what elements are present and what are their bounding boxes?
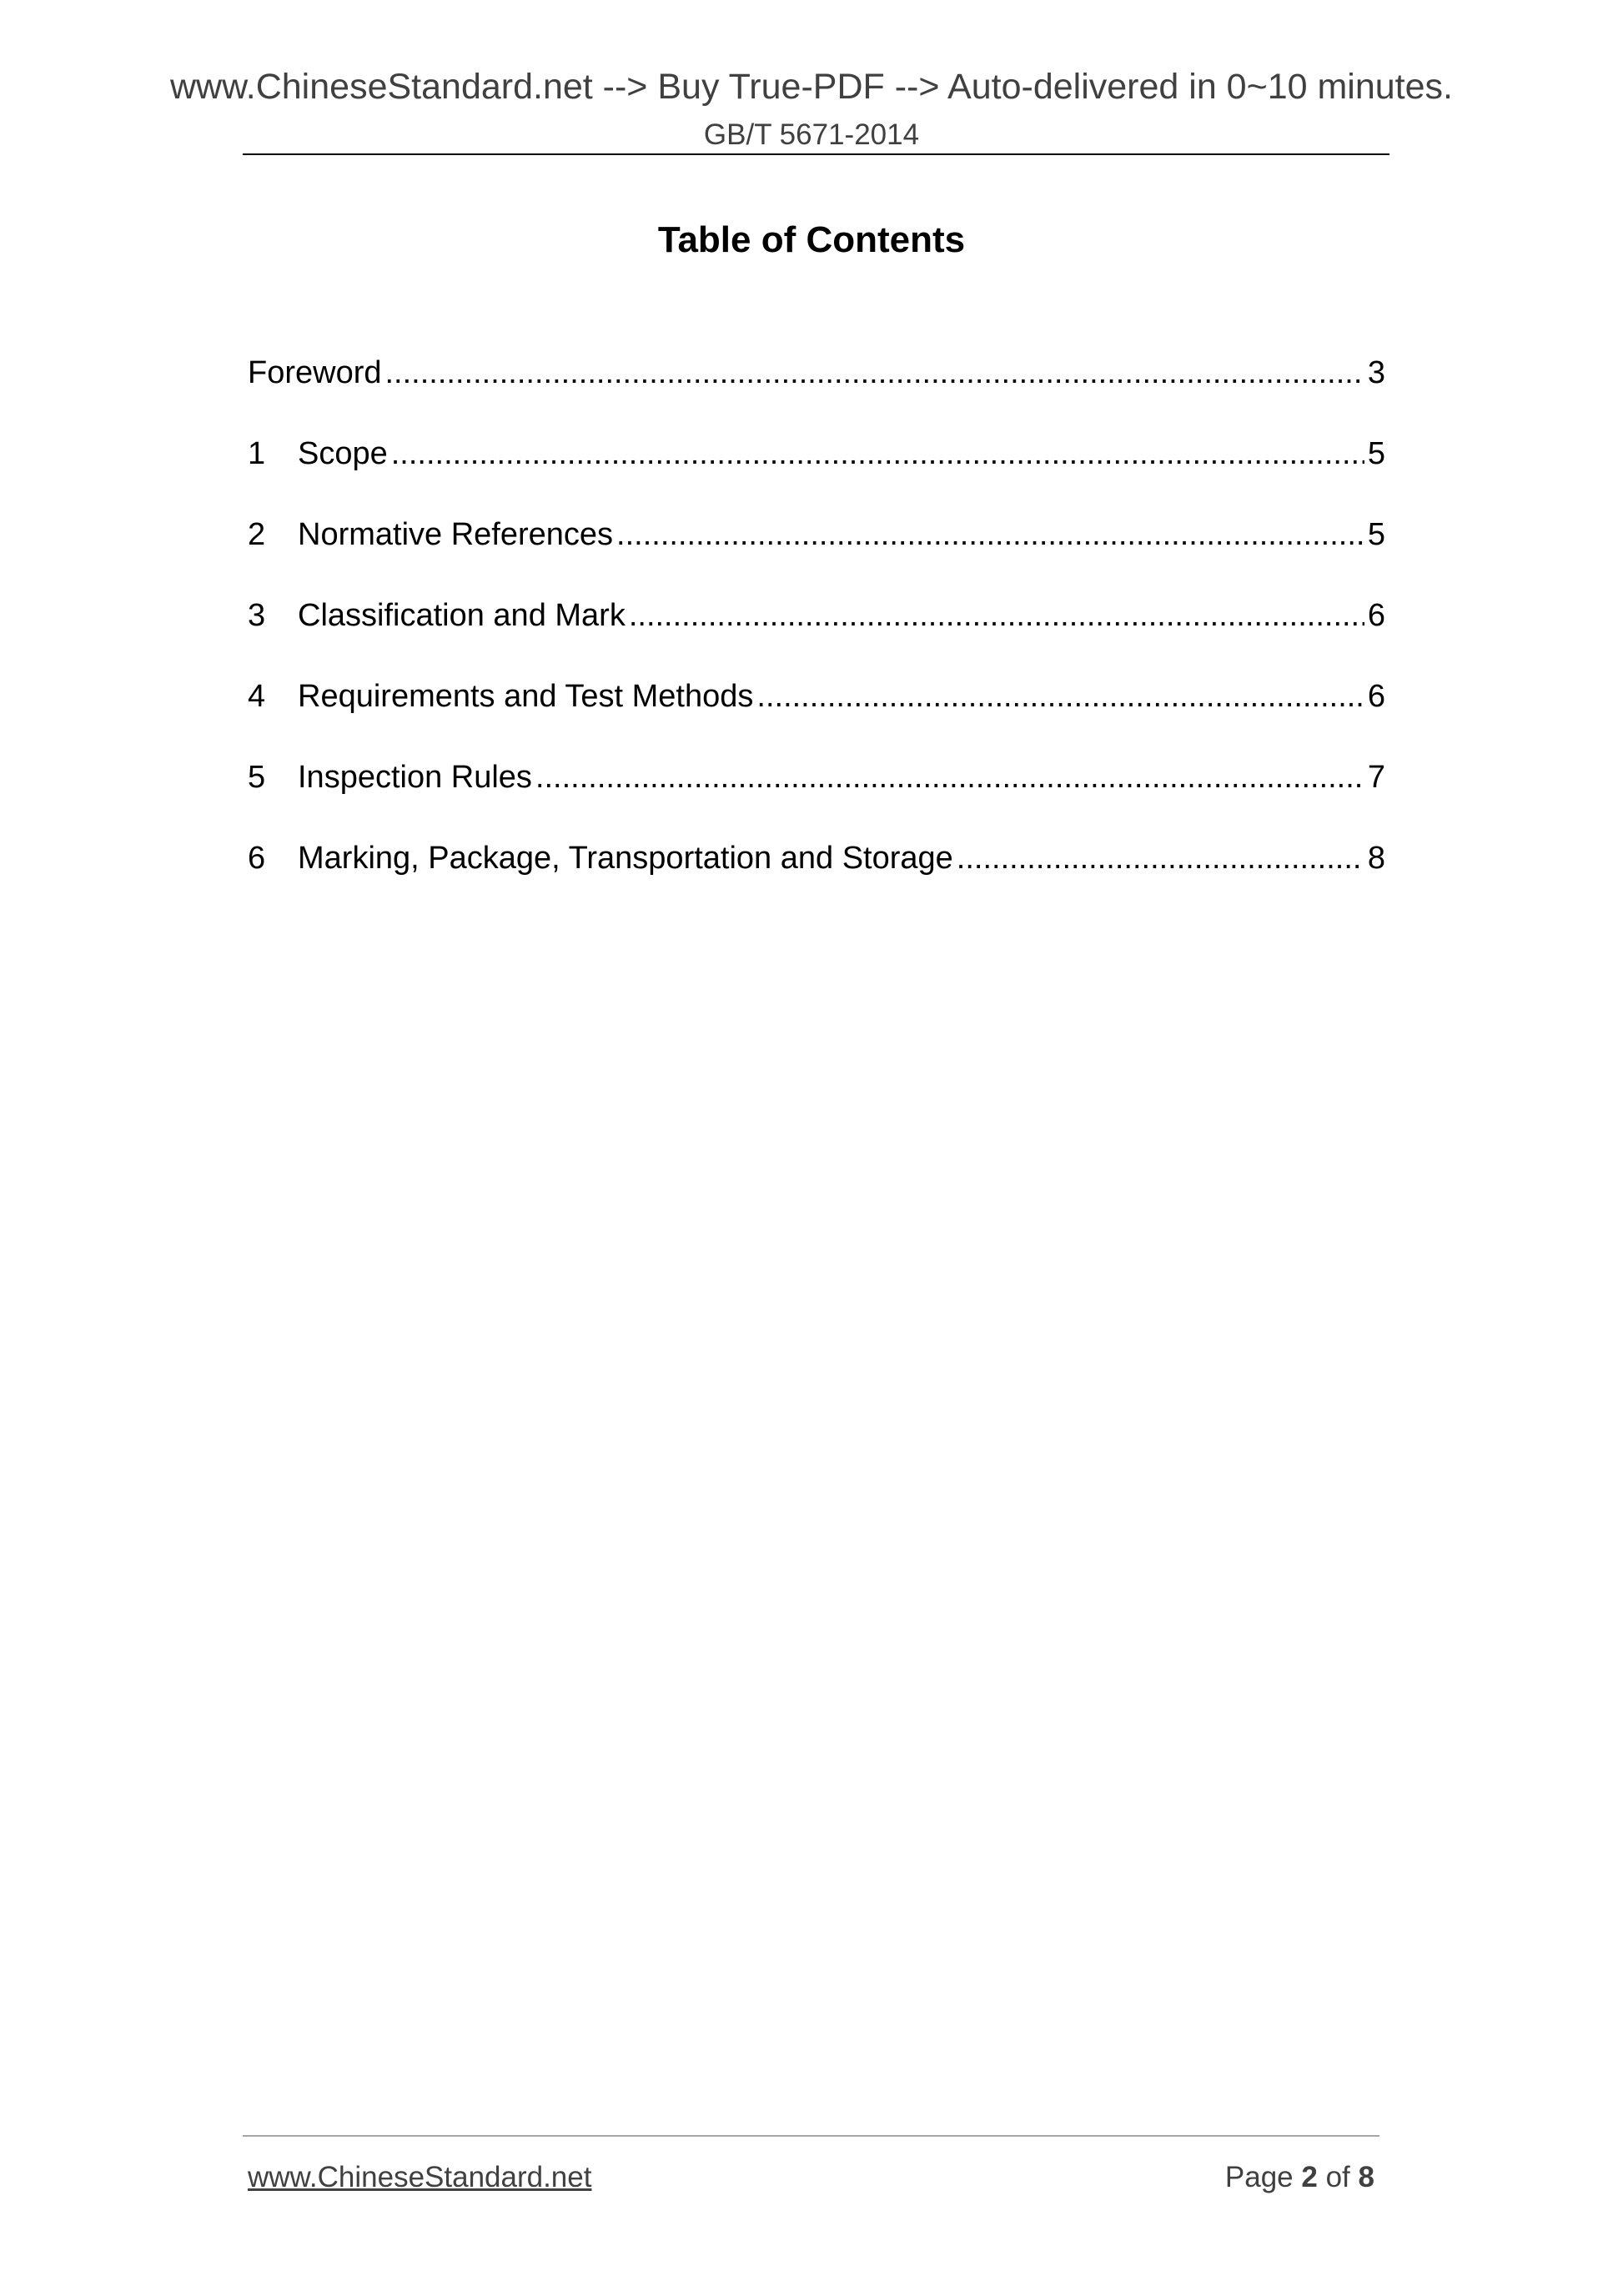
toc-entry-scope[interactable] [248,432,1385,513]
toc-entry-page: 6 [1367,598,1385,633]
toc-entry-label: Foreword [248,355,382,390]
toc-entry-inspection-rules[interactable] [248,756,1385,837]
page-current: 2 [1301,2161,1318,2193]
header-banner: www.ChineseStandard.net --> Buy True-PDF --> Auto-delivered in 0~10 minutes. [169,67,1453,107]
toc-title: Table of Contents [657,219,966,260]
toc-dot-leader [957,837,1364,880]
toc-entry-marking-package-transportation-storage[interactable] [248,837,1385,917]
toc-entry-label: Requirements and Test Methods [298,679,754,714]
toc-entry-page: 7 [1367,760,1385,795]
toc-entry-number: 2 [248,517,266,552]
toc-entry-label: Scope [298,436,388,471]
toc-entry-number: 5 [248,760,266,795]
header-divider [243,153,1389,155]
toc-entry-number: 3 [248,598,266,633]
toc-dot-leader [629,594,1364,637]
toc-entry-label: Inspection Rules [298,760,532,795]
footer-website-link[interactable]: www.ChineseStandard.net [248,2161,592,2193]
toc-entry-requirements-and-test-methods[interactable] [248,675,1385,756]
toc-dot-leader [385,351,1364,394]
page-total: 8 [1358,2161,1374,2193]
toc-entry-page: 8 [1367,841,1385,876]
page-prefix: Page [1224,2161,1294,2193]
toc-dot-leader [616,513,1364,556]
toc-entry-page: 6 [1367,679,1385,714]
toc-entry-foreword[interactable] [248,351,1385,432]
toc-entry-normative-references[interactable] [248,513,1385,594]
toc-entry-number: 1 [248,436,266,471]
toc-dot-leader [391,432,1364,475]
toc-entry-page: 3 [1367,355,1385,390]
toc-entry-label: Normative References [298,517,614,552]
page-of: of [1325,2161,1350,2193]
toc-entry-page: 5 [1367,517,1385,552]
page-indicator [1225,2159,1374,2196]
table-of-contents [248,351,1385,917]
toc-entry-number: 6 [248,841,266,876]
toc-entry-classification-and-mark[interactable] [248,594,1385,675]
toc-entry-label: Classification and Mark [298,598,626,633]
toc-entry-number: 4 [248,679,266,714]
standard-code: GB/T 5671-2014 [703,118,920,151]
toc-entry-page: 5 [1367,436,1385,471]
footer-divider [243,2135,1379,2137]
toc-dot-leader [535,756,1364,799]
toc-entry-label: Marking, Package, Transportation and Storage [298,841,953,876]
toc-dot-leader [756,675,1364,718]
